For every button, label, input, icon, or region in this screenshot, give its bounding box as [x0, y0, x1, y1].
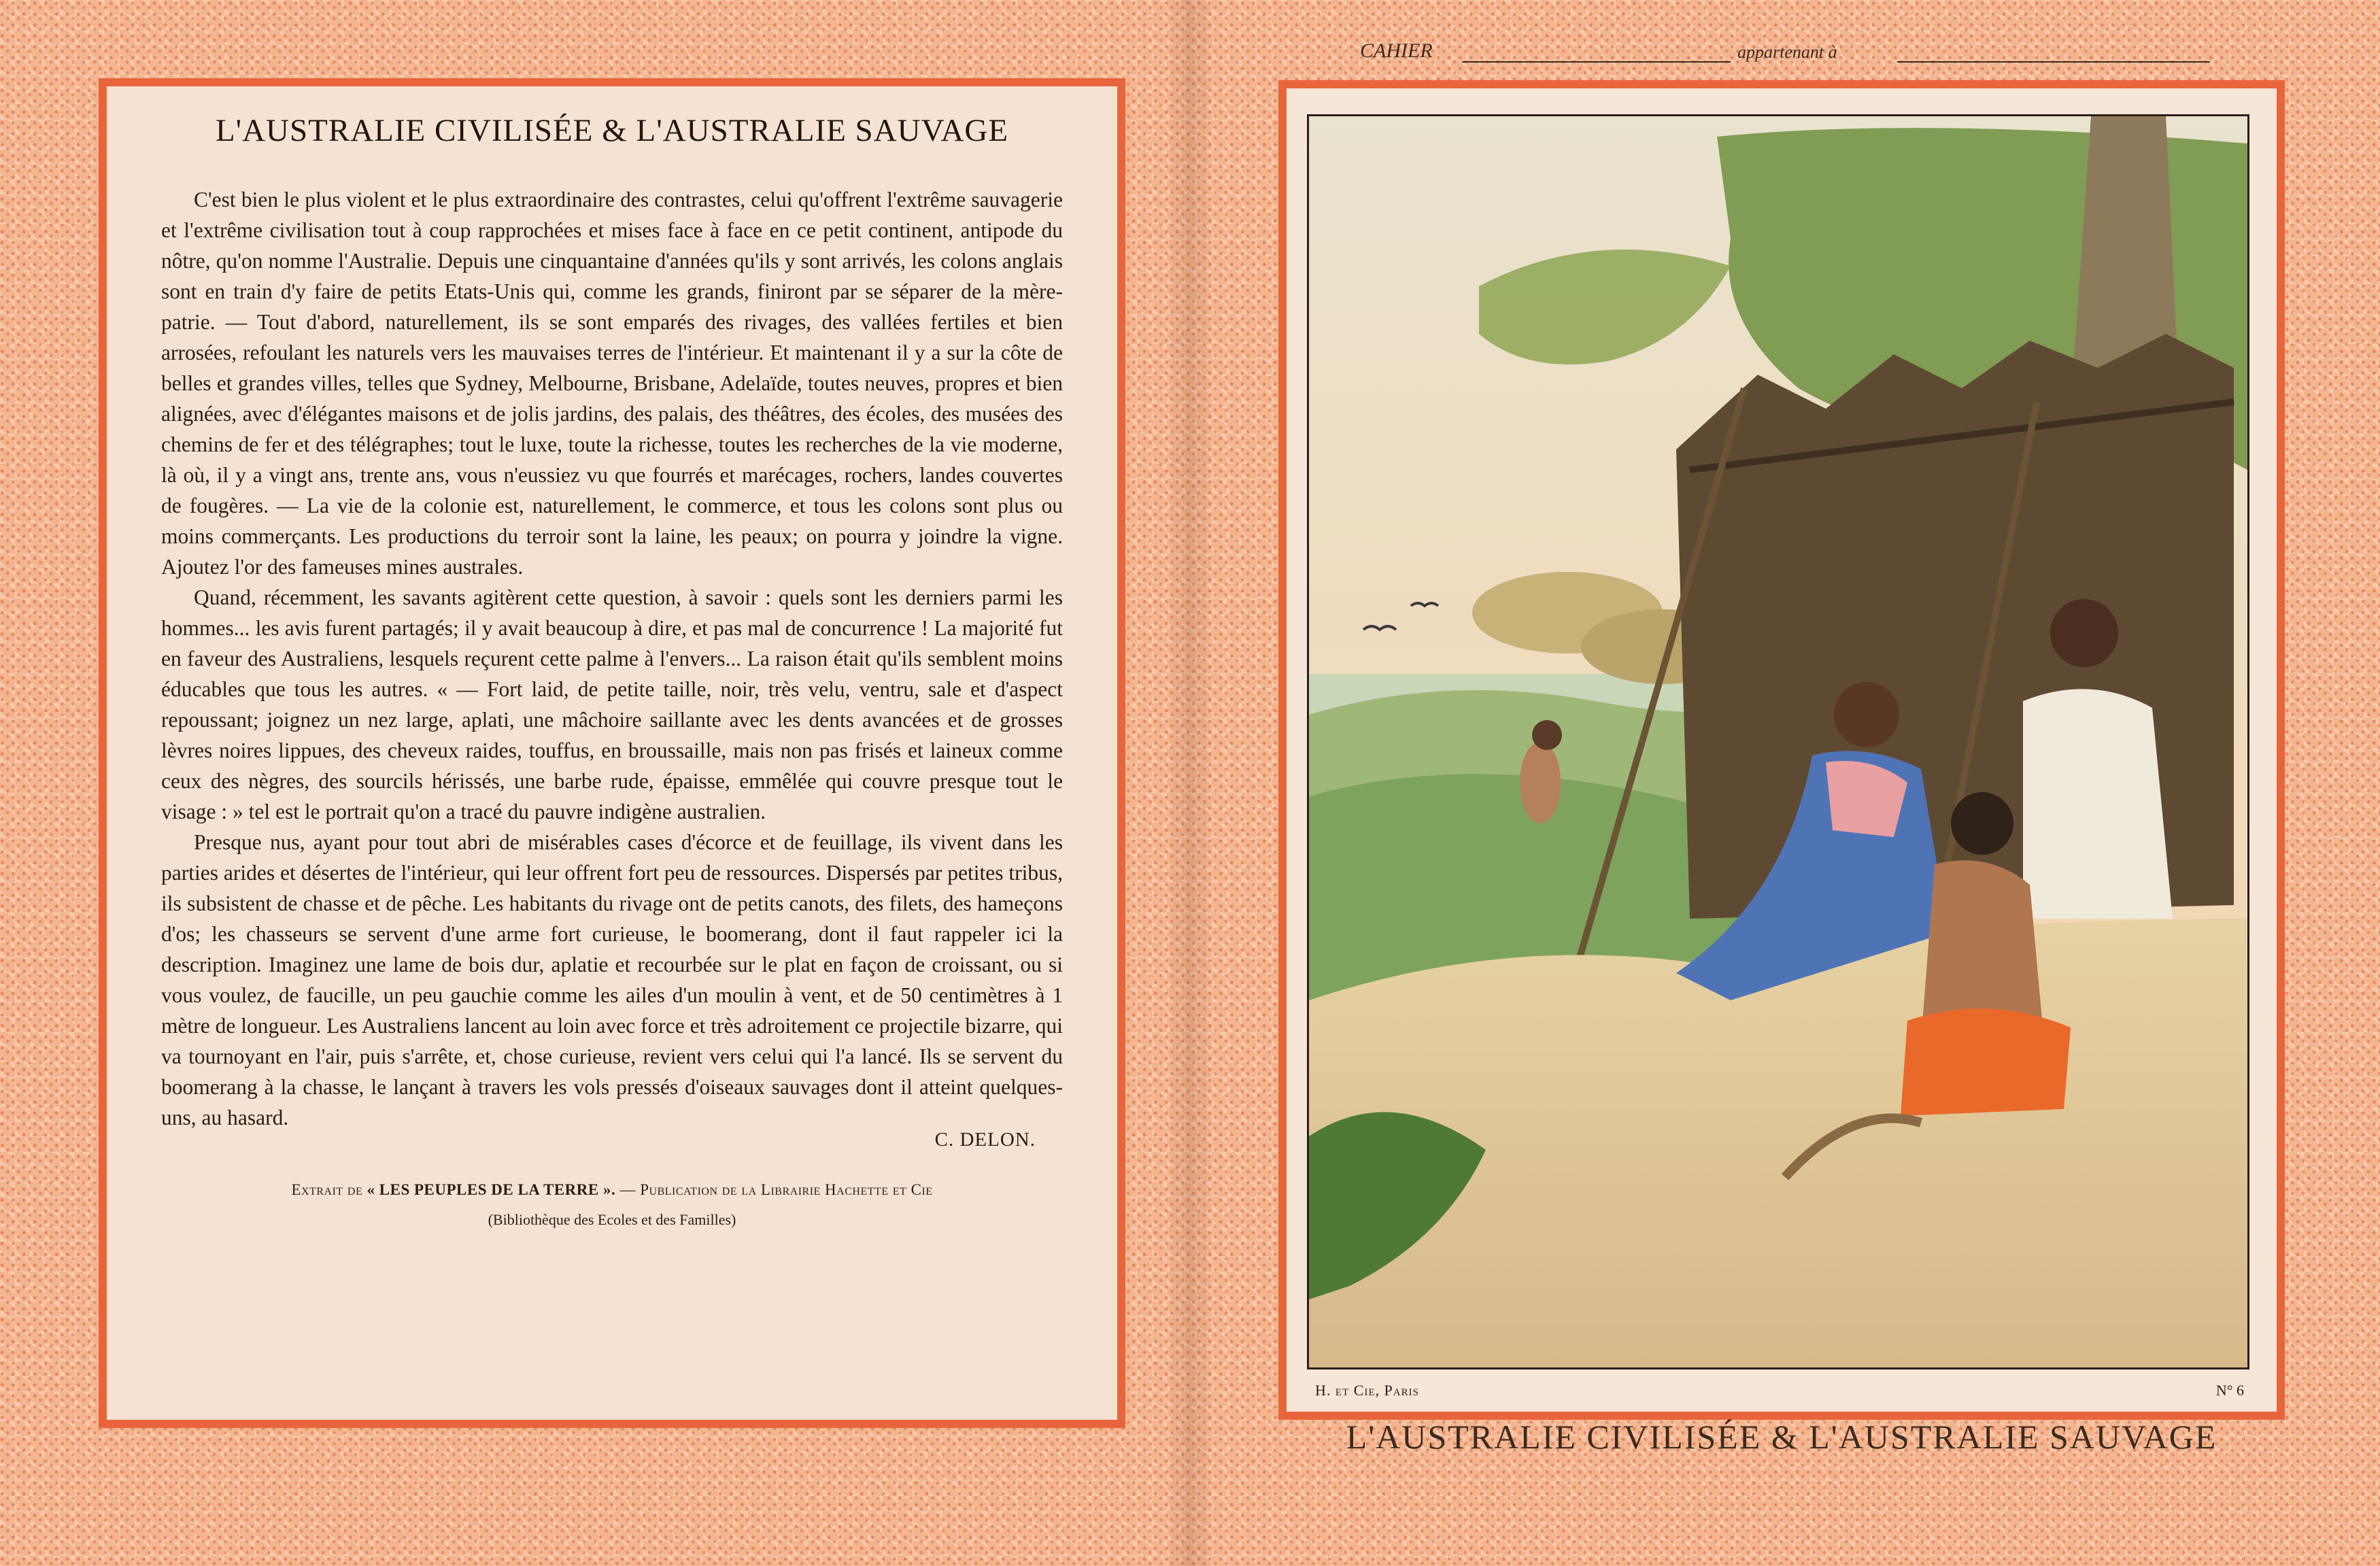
text-panel: [99, 78, 1125, 1428]
imprint: H. et Cie, Paris: [1315, 1382, 1419, 1399]
cahier-label: CAHIER: [1360, 39, 1433, 62]
owner-line: [1360, 39, 2217, 67]
article-body: [161, 184, 1063, 1133]
plate-number: N° 6: [2215, 1382, 2244, 1399]
appartenant-label: appartenant à: [1737, 42, 1837, 62]
source-line: [161, 1181, 1063, 1199]
illustration-panel: [1278, 80, 2285, 1420]
book-gutter: [1166, 0, 1214, 1566]
paragraph-1: C'est bien le plus violent et le plus extraordinaire des contrastes, celui qu'offrent l'extrême sauvagerie et l'extrême civilisation tout à coup rapprochées et mises face à face en ce petit continent, antipode du nôtre, qu'on nomme l'Australie. Depuis une cinquantaine d'années qu'ils y sont arrivés, les colons anglais sont en train d'y faire de petits Etats-Unis qui, comme les grands, finiront par se séparer de la mère-patrie. — Tout d'abord, naturellement, ils se sont emparés des rivages, des vallées fertiles et bien arrosées, refoulant les naturels vers les mauvaises terres de l'intérieur. Et maintenant il y a sur la côte de belles et grandes villes, telles que Sydney, Melbourne, Brisbane, Adelaïde, toutes neuves, propres et bien alignées, avec d'élégantes maisons et de jolis jardins, des palais, des théâtres, des écoles, des musées des chemins de fer et des télégraphes; tout le luxe, toute la richesse, toutes les recherches de la vie moderne, là où, il y a vingt ans, trente ans, vous n'eussiez vu que fourrés et marécages, rochers, landes couvertes de fougères. — La vie de la colonie est, naturellement, le commerce, et tous les colons sont plus ou moins commerçants. Les productions du terroir sont la laine, les peaux; on pourra y joindre la vigne. Ajoutez l'or des fameuses mines australes.: [161, 188, 1063, 579]
paragraph-2: Quand, récemment, les savants agitèrent cette question, à savoir : quels sont les derniers parmi les hommes... les avis furent partagés; il y avait beaucoup à dire, et pas mal de concurrence ! La majorité fut en faveur des Australiens, lesquels reçurent cette palme à l'envers... La raison était qu'ils semblent moins éducables que tous les autres. « — Fort laid, de petite taille, noir, très velu, ventru, sale et d'aspect repoussant; joignez un nez large, aplati, une mâchoire saillante avec les dents avancées et de grosses lèvres noires lippues, des cheveux raides, touffus, en broussaille, mais non pas frisés et laineux comme ceux des nègres, des sourcils hérissés, une barbe rude, épaisse, emmêlée qui couvre presque tout le visage : » tel est le portrait qu'on a tracé du pauvre indigène australien.: [161, 585, 1063, 823]
illustration: [1307, 114, 2249, 1369]
illustration-title: L'AUSTRALIE CIVILISÉE & L'AUSTRALIE SAUVAGE: [1346, 1418, 2217, 1456]
owner-rule-1: [1462, 61, 1731, 63]
source-suffix: — Publication de la Librairie Hachette et Cie: [615, 1181, 933, 1198]
page-title: L'AUSTRALIE CIVILISÉE & L'AUSTRALIE SAUVAGE: [215, 113, 1009, 148]
aboriginal-camp-scene: [1309, 116, 2247, 1367]
source-book: « LES PEUPLES DE LA TERRE ».: [367, 1181, 616, 1198]
owner-rule-2: [1897, 61, 2210, 63]
author-signature: C. DELON.: [934, 1129, 1036, 1151]
source-prefix: Extrait de: [291, 1181, 367, 1198]
collection-line: (Bibliothèque des Ecoles et des Familles): [488, 1211, 736, 1228]
paragraph-3: Presque nus, ayant pour tout abri de misérables cases d'écorce et de feuillage, ils vivent dans les parties arides et désertes de l'intérieur, qui leur offrent fort peu de ressources. Dispersés par petites tribus, ils subsistent de chasse et de pêche. Les habitants du rivage ont de petits canots, des filets, des hameçons d'os; les chasseurs se servent d'une arme fort curieuse, le boomerang, dont il faut rappeler ici la description. Imaginez une lame de bois dur, aplatie et recourbée sur le plat en façon de croissant, ou si vous voulez, de faucille, un peu gauchie comme les ailes d'un moulin à vent, et de 50 centimètres à 1 mètre de longueur. Les Australiens lancent au loin avec force et très adroitement ce projectile bizarre, qui va tournoyant en l'air, puis s'arrête, et, chose curieuse, revient vers celui qui l'a lancé. Ils se servent du boomerang à la chasse, le lançant à travers les vols pressés d'oiseaux sauvages dont il atteint quelques-uns, au hasard.: [161, 830, 1063, 1129]
